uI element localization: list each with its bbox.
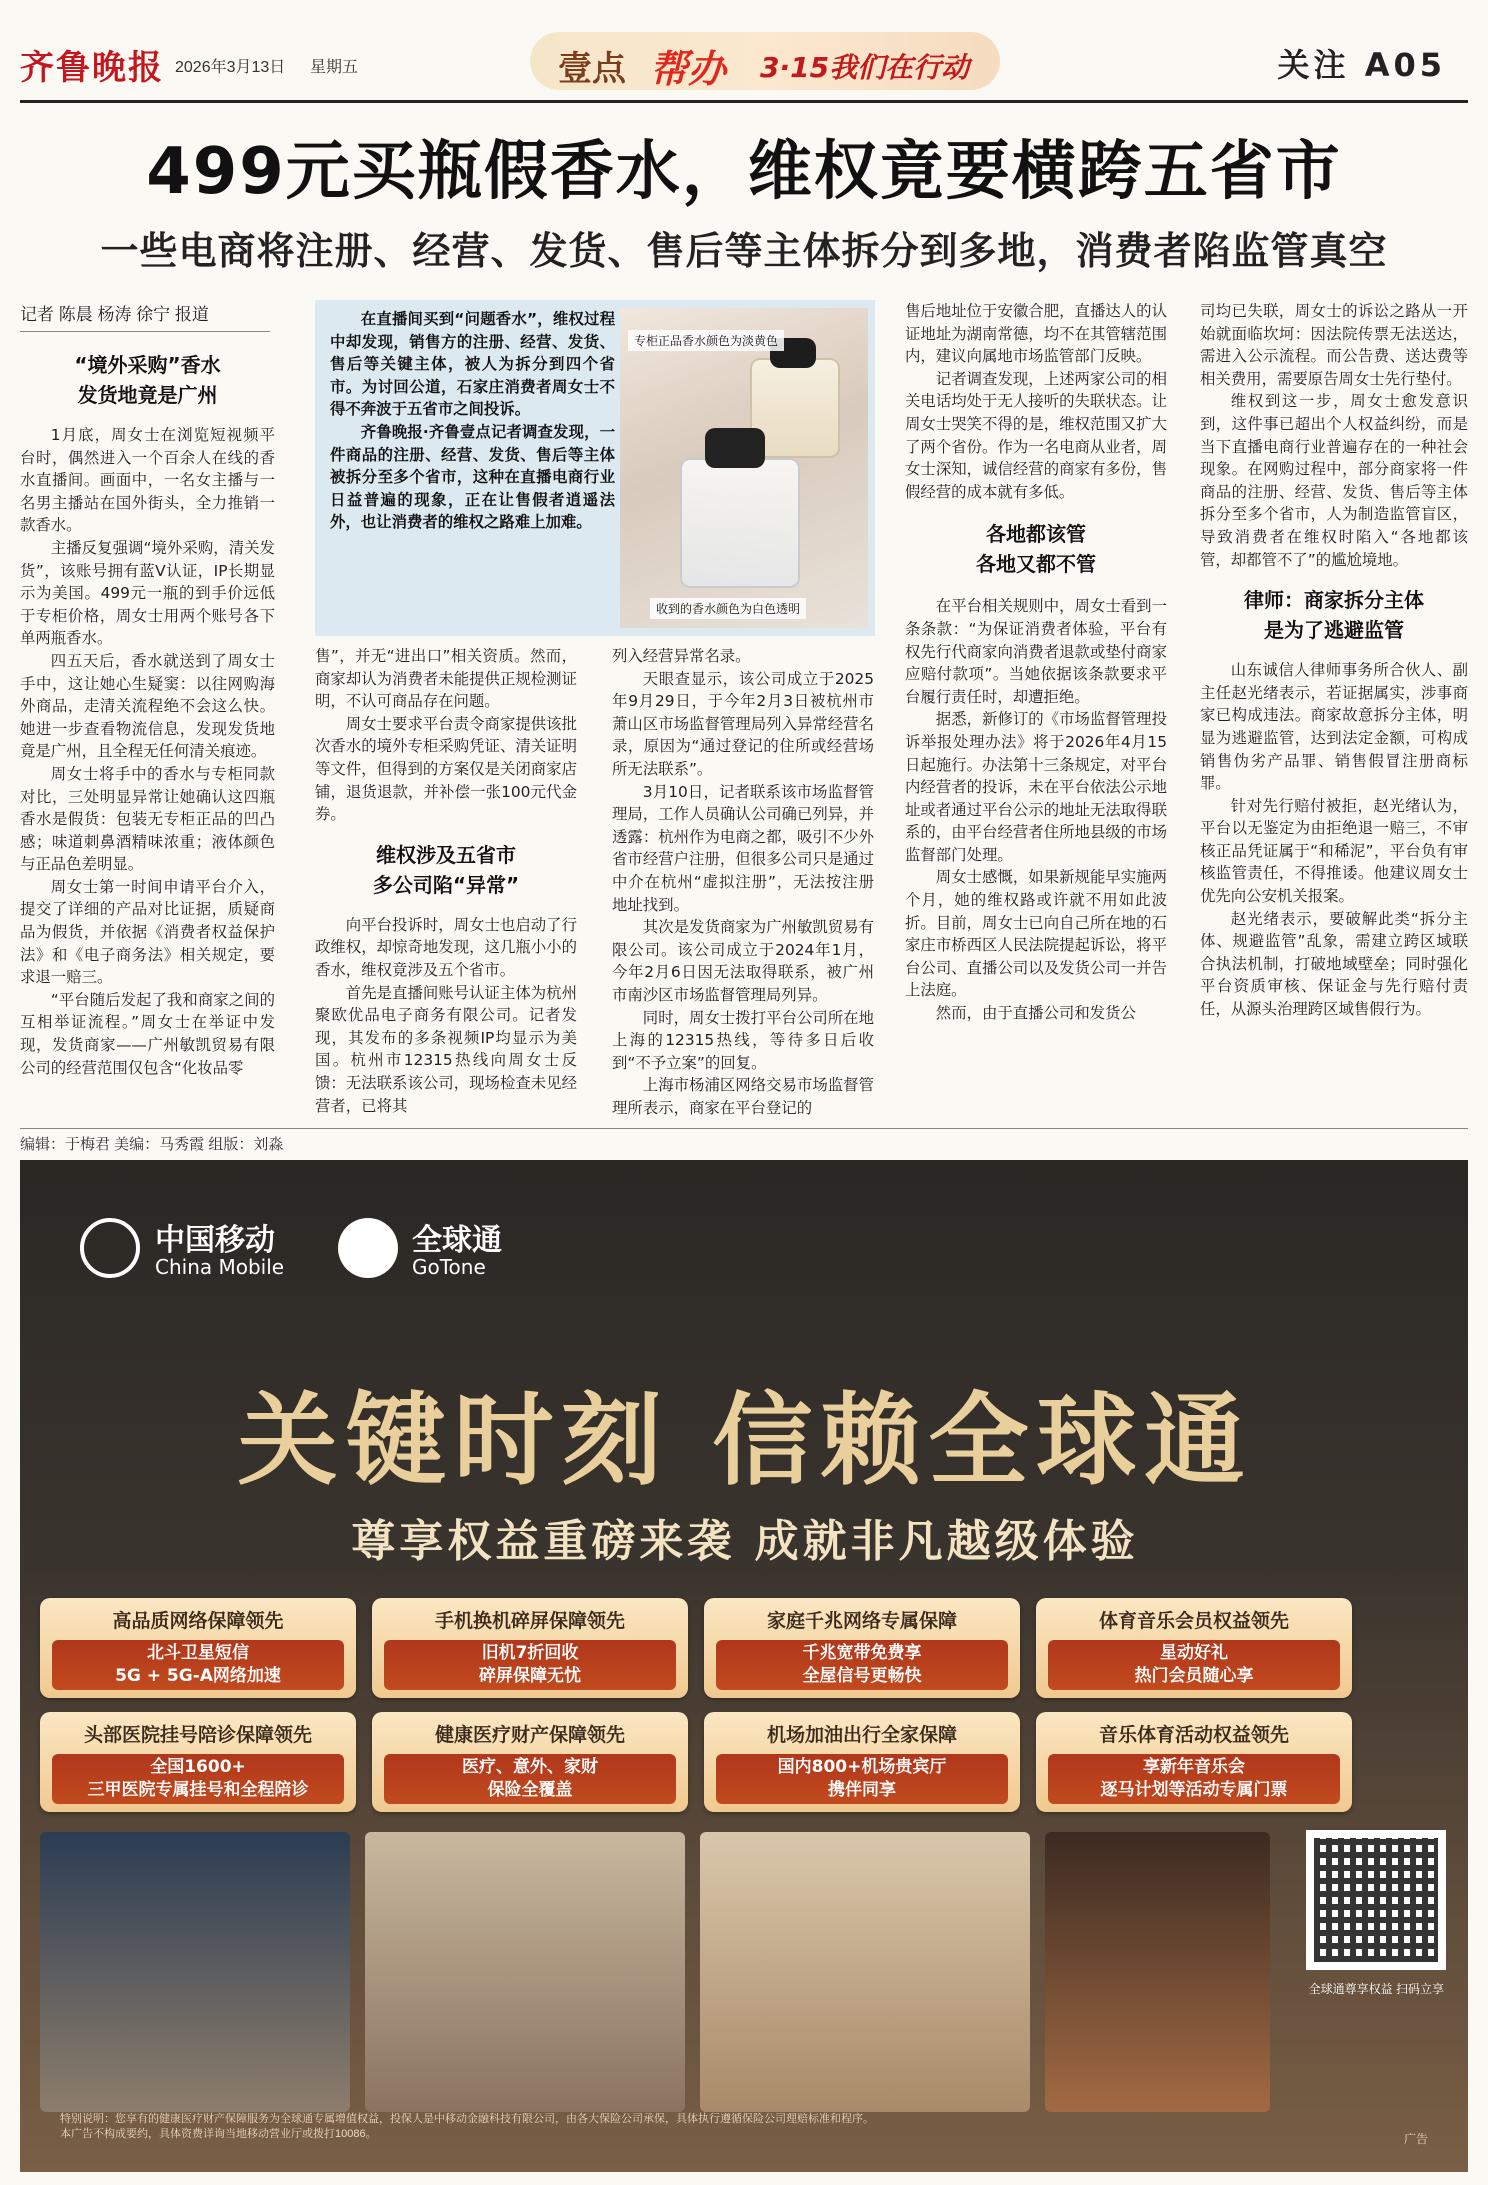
ad-photo-airport [365,1832,685,2112]
issue-weekday: 星期五 [310,59,359,76]
benefit-card-line: 碎屏保障无忧 [479,1666,581,1686]
benefit-card-title: 机场加油出行全家保障 [766,1724,957,1746]
benefit-card-title: 健康医疗财产保障领先 [434,1724,625,1746]
banner-part-1: 壹点 [558,49,626,89]
paragraph: 针对先行赔付被拒，赵光绪认为，平台以无鉴定为由拒绝退一赔三，不审核正品凭证属于“和稀泥”，平台负有审核监管责任，不得推诿。他建议周女士优先向公安机关报案。 [1200,796,1468,906]
paragraph: 天眼查显示，该公司成立于2025年9月29日，于今年2月3日被杭州市萧山区市场监督管理局列入异常经营名录，原因为“通过登记的住所或经营场所无法联系”。 [612,669,874,778]
paragraph: 1月底，周女士在浏览短视频平台时，偶然进入一个百余人在线的香水直播间。画面中，一名女主播与一名男主播站在国外街头，全力推销一款香水。 [20,426,275,535]
article-column-5 [1200,300,1468,1120]
issue-date: 2026年3月13日 [175,59,286,76]
paragraph: 山东诚信人律师事务所合伙人、副主任赵光绪表示，若证据属实，涉事商家已构成违法。商家故意拆分主体，明显为逃避监管，达到法定金额，可构成销售伪劣产品罪、销售假冒注册商标罪。 [1200,661,1468,793]
benefit-card-line: 携伴同享 [828,1780,896,1800]
article-column-1 [20,350,275,1120]
paragraph: 在平台相关规则中，周女士看到一条条款：“为保证消费者体验，平台有权先行代商家向消费者退款或垫付商家应赔付款项”。当她依据该条款要求平台履行责任时，却遭拒绝。 [905,597,1167,706]
paragraph: 四五天后，香水就送到了周女士手中，这让她心生疑窦：以往网购海外商品，走清关流程绝不会这么快。她进一步查看物流信息，发现发货地竟是广州，且全程无任何清关痕迹。 [20,651,275,761]
paragraph: 售后地址位于安徽合肥，直播达人的认证地址为湖南常德，均不在其管辖范围内，建议向属地市场监管部门反映。 [905,302,1167,366]
ad-title: 关键时刻 信赖全球通 [237,1382,1253,1499]
section-heading-2: 维权涉及五省市 多公司陷“异常” [372,842,520,897]
newspaper-logo: 齐鲁晚报 [20,48,164,88]
benefit-card-line: 星动好礼 [1160,1643,1228,1663]
intro-paragraph: 齐鲁晚报·齐鲁壹点记者调查发现，一件商品的注册、经营、发货、售后等主体被拆分至多个省市，这种在直播电商行业日益普遍的现象，正在让售假者逍遥法外，也让消费者的维权之路难上加难。 [330,422,615,532]
benefit-card-title: 头部医院挂号陪诊保障领先 [83,1724,312,1746]
benefit-card-title: 手机换机碎屏保障领先 [434,1610,625,1632]
ad-photo-people [40,1832,350,2112]
headline: 499元买瓶假香水，维权竟要横跨五省市 [146,135,1342,209]
paragraph: 上海市杨浦区网络交易市场监督管理所表示，商家在平台登记的 [612,1076,874,1117]
section-heading-4: 律师：商家拆分主体 是为了逃避监管 [1244,588,1424,643]
benefit-card-line: 热门会员随心享 [1134,1666,1254,1686]
benefit-card [40,1712,356,1812]
paragraph: 赵光绪表示，要破解此类“拆分主体、规避监管”乱象，需建立跨区域联合执法机制，打破地域壁垒；同时强化平台资质审核、保证金与先行赔付责任，从源头治理跨区域售假行为。 [1200,909,1468,1019]
ad-tag: 广告 [1403,2132,1428,2146]
paragraph: 周女士第一时间申请平台介入，提交了详细的产品对比证据，质疑商品为假货，并依据《消费者权益保护法》和《电子商务法》相关规定，要求退一赔三。 [20,877,275,987]
paragraph: 然而，由于直播公司和发货公 [935,1004,1136,1023]
paragraph: 主播反复强调“境外采购，清关发货”，该账号拥有蓝V认证，IP长期显示为美国。499元一瓶的到手价远低于专柜价格，周女士用两个账号各下单两瓶香水。 [20,538,275,648]
paragraph: 维权到这一步，周女士愈发意识到，这件事已超出个人权益纠纷，而是当下直播电商行业普遍存在的一种社会现象。在网购过程中，部分商家将一件商品的注册、经营、发货、售后等主体拆分至多个省市，人为制造监管盲区，导致消费者在维权时陷入“各地都该管，却都管不了”的尴尬境地。 [1200,392,1468,569]
benefit-card-body [384,1640,676,1690]
paragraph: 3月10日，记者联系该市场监督管理局，工作人员确认公司确已列异，并透露：杭州作为电商之都，吸引不少外省市经营户注册，但很多公司只是通过中介在杭州“虚拟注册”，无法按注册地址找到。 [612,782,874,914]
benefit-card [372,1598,688,1698]
paragraph: 同时，周女士拨打平台公司所在地上海的12315热线，等待多日后收到“不予立案”的回复。 [612,1008,874,1072]
campaign-banner [530,32,1000,90]
benefit-card [1036,1712,1352,1812]
qr-code[interactable] [1306,1830,1446,1970]
benefit-card-body [1048,1754,1340,1804]
benefit-card [1036,1598,1352,1698]
paragraph: 周女士将手中的香水与专柜同款对比，三处明显异常让她确认这四瓶香水是假货：包装无专柜正品的凹凸感；味道刺鼻酒精味浓重；液体颜色与正品色差明显。 [20,764,275,874]
benefit-card-title: 音乐体育活动权益领先 [1098,1724,1289,1746]
photo-caption-bottom: 收到的香水颜色为白色透明 [650,598,806,619]
gotone-logo-icon [338,1218,398,1278]
benefit-card-body [52,1754,344,1804]
benefit-card-line: 旧机7折回收 [481,1643,579,1663]
brand-gotone-en: GoTone [412,1255,486,1279]
article-column-2 [315,645,577,1120]
intro-paragraph: 在直播间买到“问题香水”，维权过程中却发现，销售方的注册、经营、发货、售后等关键主体，被人为拆分到四个省市。为讨回公道，石家庄消费者周女士不得不奔波于五省市之间投诉。 [330,310,615,419]
benefit-card-line: 医疗、意外、家财 [462,1757,598,1777]
qr-caption: 全球通尊享权益 扫码立享 [1308,1982,1444,1996]
perfume-bottle-received [680,458,800,588]
paragraph: 售”，并无“进出口”相关资质。然而，商家却认为消费者未能提供正规检测证明，不认可商品存在问题。 [315,647,577,711]
benefit-card-line: 享新年音乐会 [1143,1757,1245,1777]
benefit-card [372,1712,688,1812]
paragraph: 首先是直播间账号认证主体为杭州聚欧优品电子商务有限公司。记者发现，其发布的多条视频IP均显示为美国。杭州市12315热线向周女士反馈：无法联系该公司，现场检查未见经营者，已将其 [315,983,577,1115]
byline: 记者 陈晨 杨涛 徐宁 报道 [20,300,270,332]
photo-caption-top: 专柜正品香水颜色为淡黄色 [628,330,784,351]
benefit-card-title: 体育音乐会员权益领先 [1098,1610,1289,1632]
china-mobile-advertisement [20,1160,1468,2172]
paragraph: 向平台投诉时，周女士也启动了行政维权，却惊奇地发现，这几瓶小小的香水，维权竟涉及五个省市。 [315,915,577,979]
perfume-photo [620,308,868,628]
banner-part-3: 3·15我们在行动 [760,51,970,84]
benefit-card-body [1048,1640,1340,1690]
subheadline: 一些电商将注册、经营、发货、售后等主体拆分到多地，消费者陷监管真空 [100,229,1388,273]
benefit-card [704,1598,1020,1698]
benefit-card-line: 5G + 5G-A网络加速 [115,1666,281,1686]
benefit-card [704,1712,1020,1812]
benefit-card-body [716,1640,1008,1690]
benefit-card-title: 家庭千兆网络专属保障 [766,1610,957,1632]
benefit-card-body [384,1754,676,1804]
paragraph: “平台随后发起了我和商家之间的互相举证流程。”周女士在举证中发现，发货商家——广州敏凯贸易有限公司的经营范围仅包含“化妆品零 [20,990,275,1077]
section-page-label: 关注 A05 [1277,46,1446,84]
brand-china-mobile: 中国移动 [155,1223,275,1258]
brand-gotone: 全球通 [412,1223,502,1258]
paragraph: 据悉，新修订的《市场监督管理投诉举报处理办法》将于2026年4月15日起施行。办法第十三条规定，对平台内经营者的投诉，未在平台依法公示地址或者通过平台公示的地址无法取得联系的，由平台经营者住所地县级的市场监督部门处理。 [905,710,1167,864]
benefit-card-body [52,1640,344,1690]
ad-photo-concert [1045,1832,1270,2112]
paragraph: 记者调查发现，上述两家公司的相关电话均处于无人接听的失联状态。让周女士哭笑不得的是，维权范围又扩大了两个省份。作为一名电商从业者，周女士深知，诚信经营的商家有多份，售假经营的成本就有多低。 [905,369,1167,501]
editor-credits: 编辑：于梅君 美编：马秀霞 组版：刘淼 [20,1128,1468,1154]
masthead [20,32,1468,90]
brand-china-mobile-en: China Mobile [155,1255,285,1279]
ad-photo-partners [700,1832,1030,2112]
benefit-card-line: 千兆宽带免费享 [802,1643,922,1663]
benefit-card-body [716,1754,1008,1804]
paragraph: 其次是发货商家为广州敏凯贸易有限公司。该公司成立于2024年1月，今年2月6日因无法取得联系，被广州市南沙区市场监督管理局列异。 [612,918,874,1004]
section-heading-3: 各地都该管 各地又都不管 [976,522,1096,577]
ad-fine-print: 特别说明：您享有的健康医疗财产保障服务为全球通专属增值权益，投保人是中移动金融科技有限公司，由各大保险公司承保，具体执行遵循保险公司理赔标准和程序。 本广告不构成要约，具体资费详询当地移动营业厅或拨打10086。 [60,2113,874,2140]
benefit-card-line: 三甲医院专属挂号和全程陪诊 [87,1780,309,1800]
article-column-4 [905,300,1167,1120]
benefit-card [40,1598,356,1698]
benefit-card-title: 高品质网络保障领先 [112,1610,284,1632]
article-column-3 [612,645,874,1120]
benefit-card-line: 北斗卫星短信 [147,1643,249,1663]
qr-pattern [1314,1838,1438,1962]
banner-part-2: 帮办 [650,47,727,91]
benefit-card-line: 保险全覆盖 [487,1780,573,1800]
masthead-divider [20,100,1468,103]
benefit-card-line: 全屋信号更畅快 [802,1666,922,1686]
paragraph: 周女士感慨，如果新规能早实施两个月，她的维权路或许就不用如此波折。目前，周女士已向自己所在地的石家庄市桥西区人民法院提起诉讼，将平台公司、直播公司以及发货公司一并告上法庭。 [905,868,1167,1000]
china-mobile-logo-icon [80,1218,140,1278]
paragraph: 列入经营异常名录。 [612,647,751,665]
benefit-card-line: 全国1600+ [150,1757,246,1777]
bottle-cap [705,428,765,468]
ad-subtitle: 尊享权益重磅来袭 成就非凡越级体验 [351,1516,1139,1567]
section-heading-1: “境外采购”香水 发货地竟是广州 [74,353,221,407]
benefit-card-line: 逐马计划等活动专属门票 [1100,1780,1288,1800]
benefit-card-line: 国内800+机场贵宾厅 [777,1757,947,1777]
paragraph: 周女士要求平台责令商家提供该批次香水的境外专柜采购凭证、清关证明等文件，但得到的方案仅是关闭商家店铺，退货退款，并补偿一张100元代金券。 [315,714,577,824]
paragraph: 司均已失联，周女士的诉讼之路从一开始就面临坎坷：因法院传票无法送达，需进入公示流程。而公告费、送达费等相关费用，需要原告周女士先行垫付。 [1200,302,1468,388]
intro-box-text [330,308,615,534]
